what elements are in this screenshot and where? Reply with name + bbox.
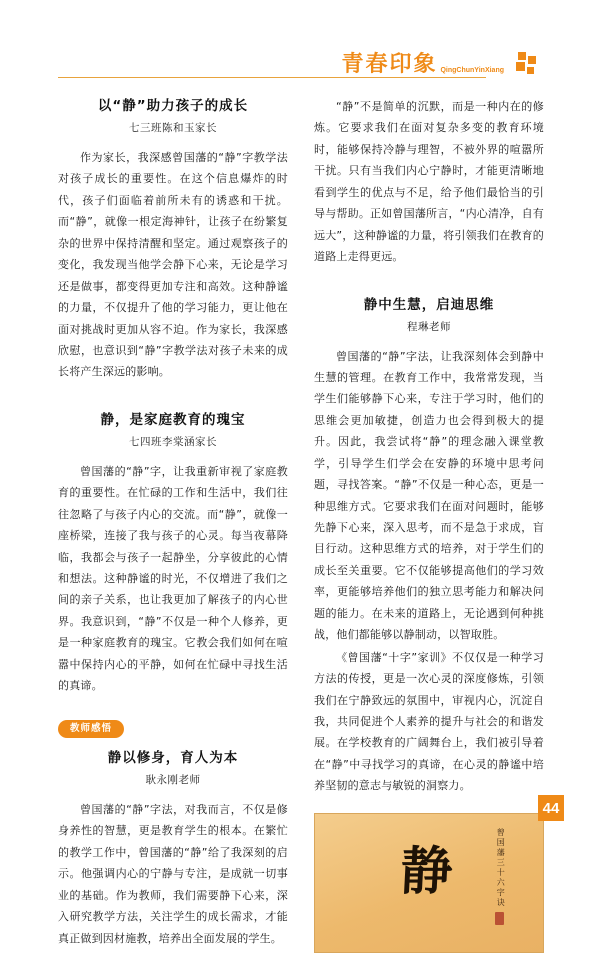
brand-title-en: QingChunYinXiang <box>440 67 504 74</box>
calligraphy-main-character: 静 <box>398 840 454 902</box>
teacher-section-header <box>58 716 288 738</box>
article-byline: 七三班陈和玉家长 <box>129 122 217 135</box>
calligraphy-inscription-group <box>465 824 535 925</box>
section-spacer <box>58 698 288 716</box>
brand-logo <box>341 54 504 76</box>
article-paragraph-continued: “静”不是简单的沉默，而是一种内在的修炼。它要求我们在面对复杂多变的教育环境时，能够保持冷静与理智，不被外界的喧嚣所干扰。只有当我们内心宁静时，才能更清晰地看到学生的优点与不足，给予他们最恰当的引导与帮助。正如曾国藩所言，“内心清净，自有远大”，这种静谧的力量，将引领我们在教育的道路上走得更远。 <box>314 100 544 264</box>
article-byline: 耿永刚老师 <box>145 774 201 787</box>
article-teacher-reflection-2 <box>314 295 544 797</box>
calligraphy-verse-lines <box>314 824 389 910</box>
seal-icon <box>495 912 504 925</box>
article-byline: 程琳老师 <box>407 320 451 333</box>
article-paragraph: 曾国藩的“静”字法，对我而言，不仅是修身养性的智慧，更是教育学生的根本。在繁忙的教学工作中，曾国藩的“静”给了我深刻的启示。他强调内心的宁静与专注，是成就一切事业的基础。作为教师，我们需要静下心来，深入研究教学方法，关注学生的成长需求，才能真正做到因材施教，培养出全面发展的学生。 <box>58 803 288 945</box>
article-title: 静，是家庭教育的瑰宝 <box>100 411 246 428</box>
section-spacer <box>58 384 288 410</box>
article-title: 以“静”助力孩子的成长 <box>97 98 249 114</box>
article-paragraph: 作为家长，我深感曾国藩的“静”字教学法对孩子成长的重要性。在这个信息爆炸的时代，孩子们面临着前所未有的诱惑和干扰。而“静”，就像一根定海神针，让孩子在纷繁复杂的世界中保持清醒和坚定。通过观察孩子的变化，我发现当他学会静下心来，无论是学习还是做事，都变得更加专注和高效。这种静谧的力量，不仅提升了他的学习能力，更让他在面对挑战时更加从容不迫。作为家长，我深感欣慰，也意识到“静”字教学法对孩子未来的成长将产生深远的影响。 <box>58 151 288 379</box>
section-badge-teacher: 教师感悟 <box>58 720 124 738</box>
page-number-badge: 44 <box>538 795 564 821</box>
right-column <box>314 96 544 953</box>
article-paragraph: 《曾国藩“十字”家训》不仅仅是一种学习方法的传授，更是一次心灵的深度修炼，引领我们在宁静致远的氛围中，审视内心，沉淀自我，共同促进个人素养的提升与社会的和谐发展。在学校教育的广阔舞台上，我们被引导着在“静”中寻找学习的真谛，在心灵的静谧中培养坚韧的意志与敏锐的洞察力。 <box>314 650 544 793</box>
brand-title-cn: 青春印象 <box>341 52 438 77</box>
section-spacer <box>58 738 288 748</box>
brand-squares-icon <box>510 52 536 78</box>
section-spacer <box>314 269 544 295</box>
article-parent-reflection-2 <box>58 410 288 697</box>
left-column <box>58 96 288 953</box>
article-title: 静中生慧，启迪思维 <box>363 296 495 313</box>
article-title: 静以修身，育人为本 <box>107 750 239 767</box>
article-columns <box>58 96 544 953</box>
article-paragraph: 曾国藩的“静”字，让我重新审视了家庭教育的重要性。在忙碌的工作和生活中，我们往往忽略了与孩子内心的交流。而“静”，就像一座桥梁，连接了我与孩子的心灵。每当夜幕降临，我都会与孩子一起静坐，分享彼此的心情和想法。这种静谧的时光，不仅增进了我们之间的亲子关系，也让我更加了解孩子的内心世界。我意识到，“静”不仅是一种个人修养，更是一种家庭教育的瑰宝。它教会我们如何在喧嚣中保持内心的平静，如何在忙碌中寻找生活的真谛。 <box>58 464 288 693</box>
article-paragraph: 曾国藩的“静”字法，让我深刻体会到静中生慧的管理。在教育工作中，我常常发现，当学生们能够静下心来，专注于学习时，他们的思维会更加敏捷，创造力也会得到极大的提升。因此，我尝试将“静”的理念融入课堂教学，引导学生们学会在安静的环境中思考问题，寻找答案。“静”不仅是一种心态，更是一种思维方式。它要求我们在面对问题时，能够先静下心来，深入思考，而不是急于求成，盲目行动。这种思维方式的培养，对于学生们的成长至关重要。它不仅能够提高他们的学习效率，更能够培养他们的独立思考能力和解决问题的能力。在未来的道路上，无论遇到何种挑战，他们都能够以静制动，以智取胜。 <box>314 349 544 642</box>
calligraphy-artwork <box>314 813 544 953</box>
calligraphy-inscription: 曾国藩三十六字诀 <box>496 827 506 908</box>
masthead <box>58 44 564 84</box>
masthead-divider <box>58 77 486 78</box>
article-parent-reflection-1 <box>58 96 288 383</box>
article-byline: 七四班李棠涵家长 <box>129 436 217 449</box>
